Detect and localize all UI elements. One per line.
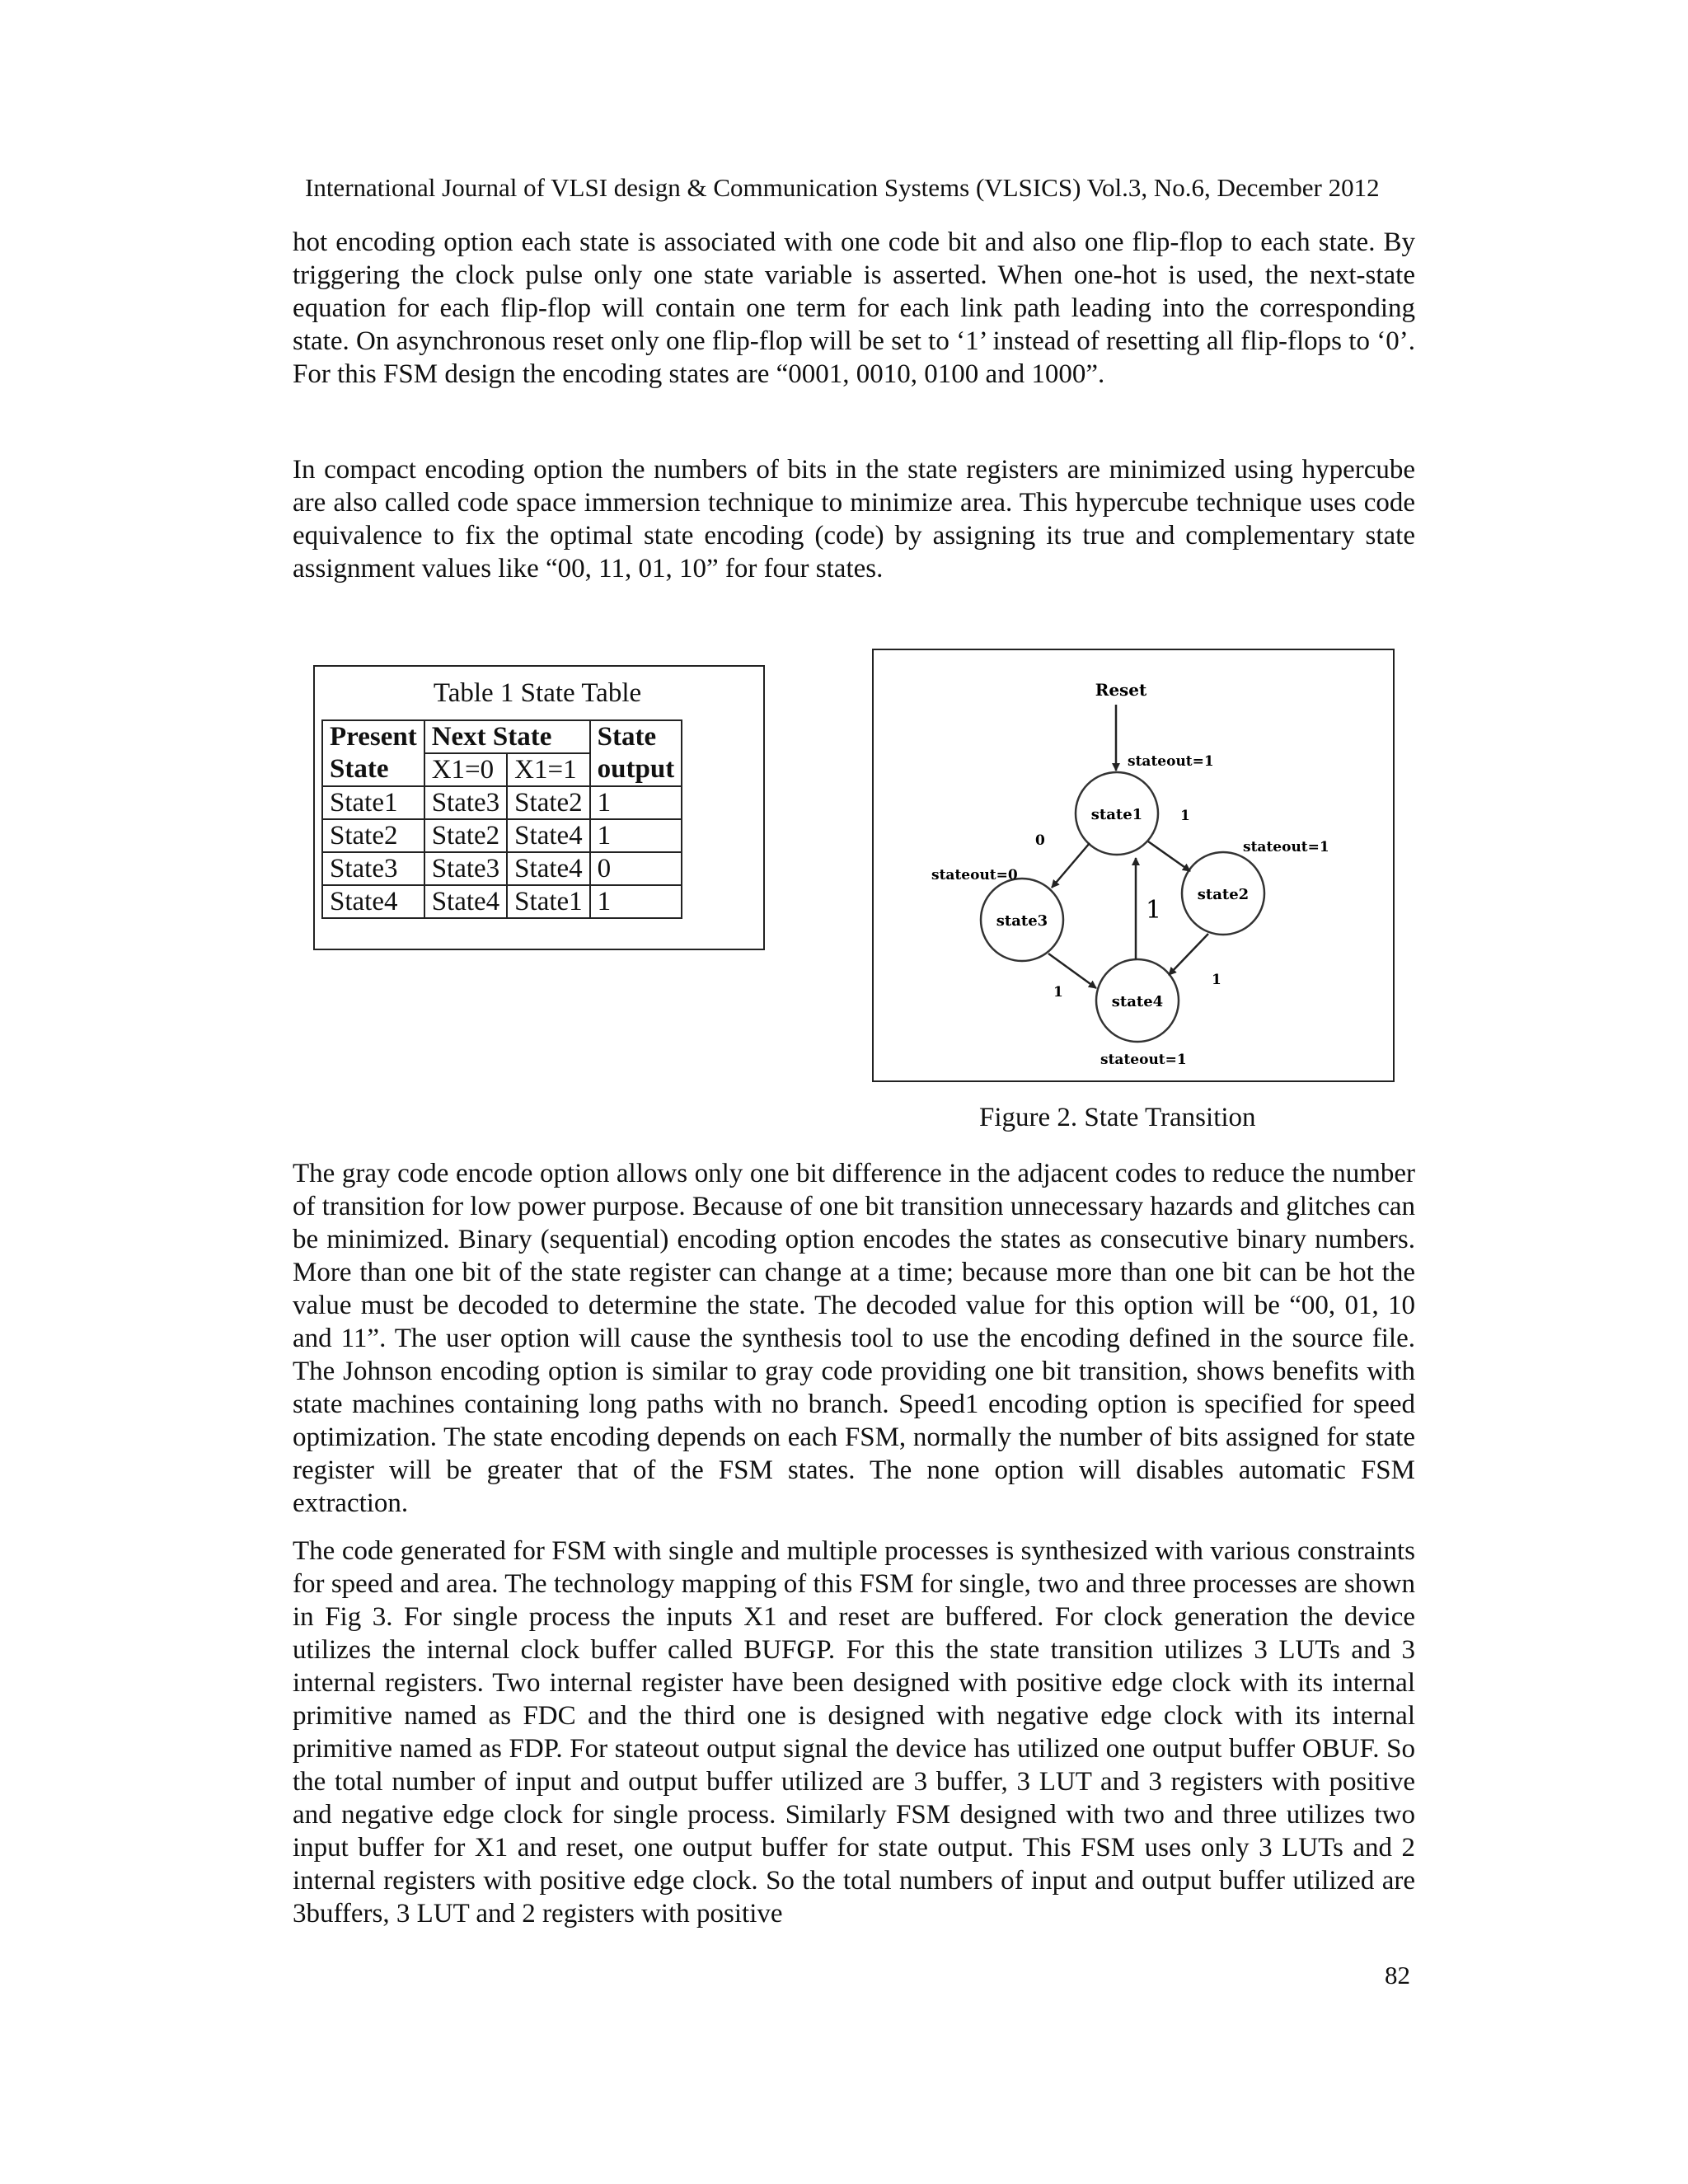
page-number: 82 xyxy=(1385,1961,1410,1990)
reset-label: Reset xyxy=(1095,680,1147,700)
cell-next1: State4 xyxy=(507,852,589,885)
cell-output: 1 xyxy=(590,786,682,819)
cell-next1: State1 xyxy=(507,885,589,918)
state-transition-figure xyxy=(872,649,1395,1082)
edge-label-s3-s4: 1 xyxy=(1053,984,1063,1001)
table-row xyxy=(322,786,682,819)
output-s4: stateout=1 xyxy=(1100,1052,1187,1068)
header-next-state: Next State xyxy=(424,720,590,753)
output-s1: stateout=1 xyxy=(1128,753,1214,770)
cell-next0: State3 xyxy=(424,786,507,819)
edge-s3-s4 xyxy=(1048,954,1096,988)
header-present: Present xyxy=(322,720,424,753)
edge-label-s2-s4: 1 xyxy=(1212,972,1221,988)
cell-present: State2 xyxy=(322,819,424,852)
paragraph-code-generated: The code generated for FSM with single and multiple processes is synthesized with various constraints for speed and area. The technology mapping of this FSM for single, two and three processes are shown in Fig 3. For single process the inputs X1 and reset are buffered. For clock generation the device utilizes the internal clock buffer called BUFGP. For this the state transition utilizes 3 LUTs and 3 internal registers. Two internal register have been designed with positive edge clock with its internal primitive named as FDC and the third one is designed with negative edge clock with its internal primitive named as FDP. For stateout output signal the device has utilized one output buffer OBUF. So the total number of input and output buffer utilized are 3 buffer, 3 LUT and 3 registers with positive and negative edge clock for single process. Similarly FSM designed with two and three utilizes two input buffer for X1 and reset, one output buffer for state output. This FSM uses only 3 LUTs and 2 internal registers with positive edge clock. So the total numbers of input and output buffer utilized are 3buffers, 3 LUT and 2 registers with positive xyxy=(293,1536,1415,1929)
cell-next0: State3 xyxy=(424,852,507,885)
state2-label: state2 xyxy=(1197,886,1250,903)
cell-next1: State2 xyxy=(507,786,589,819)
header-output: State xyxy=(590,720,682,753)
paragraph-compact: In compact encoding option the numbers of bits in the state registers are minimized using hypercube are also called code space immersion technique to minimize area. This hypercube technique uses code equivalence to fix the optimal state encoding (code) by assigning its true and complementary state assignment values like “00, 11, 01, 10” for four states. xyxy=(293,455,1415,583)
state3-label: state3 xyxy=(996,912,1048,930)
cell-present: State3 xyxy=(322,852,424,885)
output-s2: stateout=1 xyxy=(1243,839,1329,855)
table-row xyxy=(322,885,682,918)
edge-s2-s4 xyxy=(1169,934,1208,975)
table-row xyxy=(322,852,682,885)
cell-output: 0 xyxy=(590,852,682,885)
edge-label-s1-s3: 0 xyxy=(1035,832,1045,849)
cell-output: 1 xyxy=(590,885,682,918)
cell-next0: State4 xyxy=(424,885,507,918)
output-s3: stateout=0 xyxy=(931,867,1018,883)
table-row xyxy=(322,819,682,852)
state1-label: state1 xyxy=(1090,806,1143,823)
state-table-box xyxy=(313,665,765,950)
cell-output: 1 xyxy=(590,819,682,852)
edge-s1-s2 xyxy=(1148,841,1190,871)
header-x1-0: X1=0 xyxy=(424,753,507,786)
cell-next1: State4 xyxy=(507,819,589,852)
header-x1-1: X1=1 xyxy=(507,753,589,786)
state4-label: state4 xyxy=(1111,993,1164,1010)
cell-next0: State2 xyxy=(424,819,507,852)
state-diagram xyxy=(874,650,1393,1080)
table-caption: Table 1 State Table xyxy=(433,678,642,708)
journal-header: International Journal of VLSI design & Communication Systems (VLSICS) Vol.3, No.6, December 2012 xyxy=(305,173,1380,202)
cell-present: State4 xyxy=(322,885,424,918)
state-table xyxy=(321,719,682,919)
paragraph-gray-code: The gray code encode option allows only one bit difference in the adjacent codes to reduce the number of transition for low power purpose. Because of one bit transition unnecessary hazards and glitches can be minimized. Binary (sequential) encoding option encodes the states as consecutive binary numbers. More than one bit of the state register can change at a time; because more than one bit can be hot the value must be decoded to determine the state. The decoded value for this option will be “00, 01, 10 and 11”. The user option will cause the synthesis tool to use the encoding defined in the source file. The Johnson encoding option is similar to gray code providing one bit transition, shows benefits with state machines containing long paths with no branch. Speed1 encoding option is specified for speed optimization. The state encoding depends on each FSM, normally the number of bits assigned for state register will be greater that of the FSM states. The none option will disables automatic FSM extraction. xyxy=(293,1159,1415,1518)
cell-present: State1 xyxy=(322,786,424,819)
edge-s1-s3 xyxy=(1052,843,1090,888)
figure-caption: Figure 2. State Transition xyxy=(979,1103,1256,1132)
edge-label-s4-s1: 1 xyxy=(1146,896,1162,925)
header-present-2: State xyxy=(322,753,424,786)
paragraph-one-hot: hot encoding option each state is associated with one code bit and also one flip-flop to each state. By triggering the clock pulse only one state variable is asserted. When one-hot is used, the next-state equation for each flip-flop will contain one term for each link path leading into the corresponding state. On asynchronous reset only one flip-flop will be set to ‘1’ instead of resetting all flip-flops to ‘0’. For this FSM design the encoding states are “0001, 0010, 0100 and 1000”. xyxy=(293,227,1415,389)
header-output-2: output xyxy=(590,753,682,786)
edge-label-s1-s2: 1 xyxy=(1180,808,1190,824)
